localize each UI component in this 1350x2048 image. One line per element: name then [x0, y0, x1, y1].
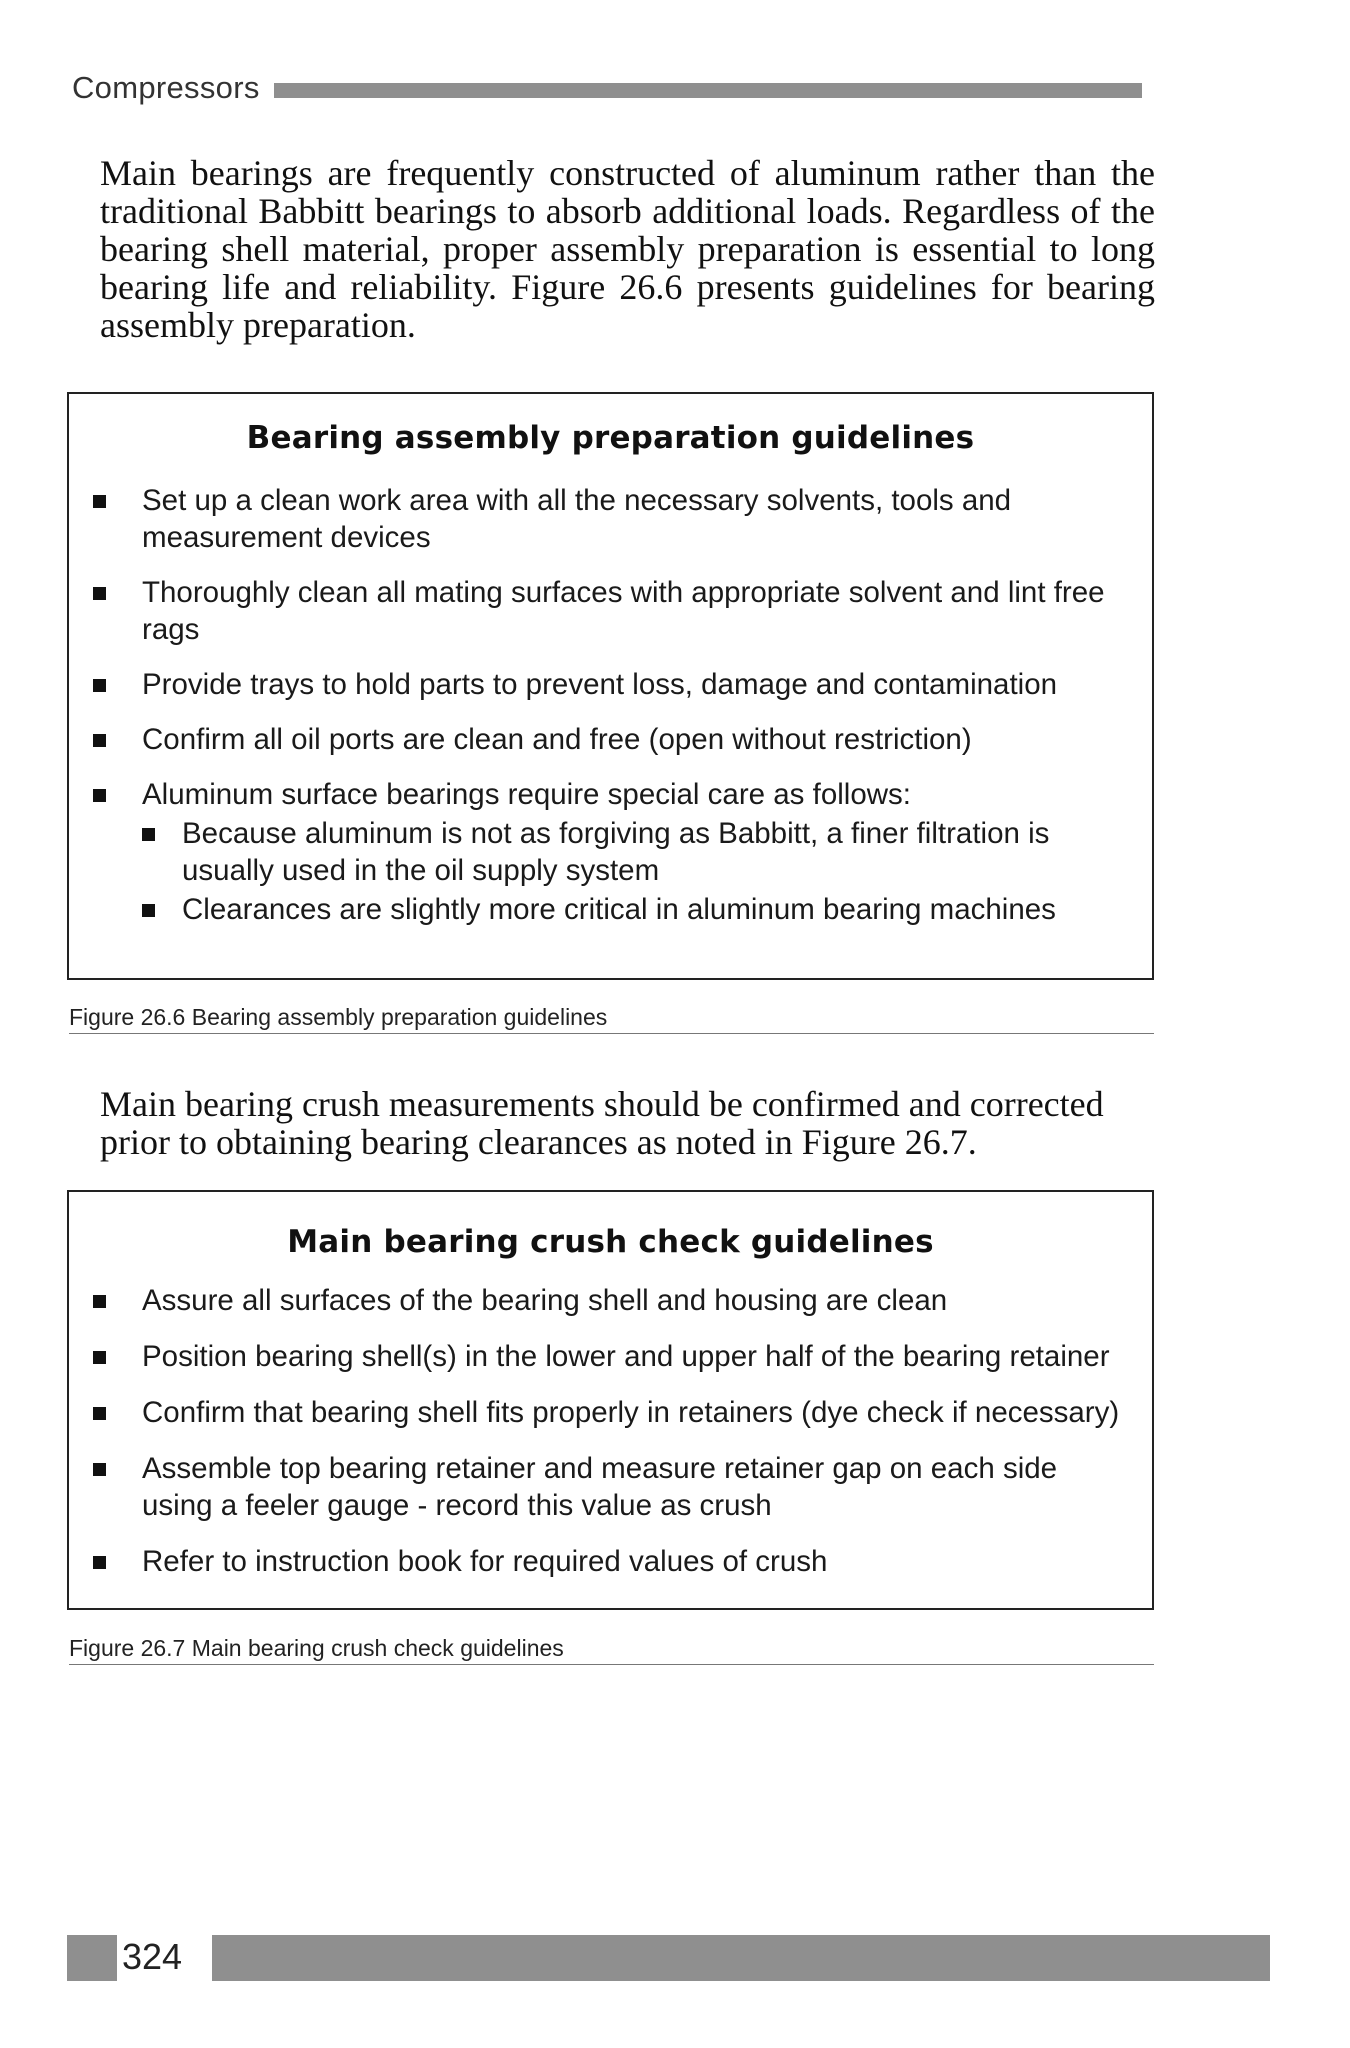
list-item: Confirm that bearing shell fits properly in retainers (dye check if necessary) — [69, 1394, 1152, 1431]
aluminum-sublist — [142, 815, 1128, 928]
list-item: Assure all surfaces of the bearing shell and housing are clean — [69, 1282, 1152, 1319]
list-item: Position bearing shell(s) in the lower and upper half of the bearing retainer — [69, 1338, 1152, 1375]
list-item: Assemble top bearing retainer and measure retainer gap on each side using a feeler gauge - record this value as crush — [69, 1450, 1152, 1524]
square-bullet-icon — [142, 904, 155, 917]
list-item: Set up a clean work area with all the necessary solvents, tools and measurement devices — [69, 482, 1152, 556]
sub-list-item: Clearances are slightly more critical in aluminum bearing machines — [142, 891, 1128, 928]
square-bullet-icon — [93, 1556, 106, 1569]
list-item: Confirm all oil ports are clean and free (open without restriction) — [69, 721, 1152, 758]
footer-left-block — [67, 1935, 117, 1981]
header-rule — [274, 83, 1142, 98]
intro-paragraph: Main bearings are frequently constructed of aluminum rather than the traditional Babbitt bearings to absorb additional loads. Regardless of the bearing shell material, proper assembly preparation is essential to long bearing life and reliability. Figure 26.6 presents guidelines for bearing assembly preparation. — [100, 153, 1155, 345]
figure-26-7-title: Main bearing crush check guidelines — [287, 1224, 934, 1260]
footer-rule — [212, 1935, 1270, 1981]
list-item: Refer to instruction book for required values of crush — [69, 1543, 1152, 1580]
running-header — [72, 70, 1142, 106]
figure-26-6-caption: Figure 26.6 Bearing assembly preparation guidelines — [69, 1004, 1154, 1034]
square-bullet-icon — [93, 587, 106, 600]
square-bullet-icon — [93, 734, 106, 747]
square-bullet-icon — [93, 1407, 106, 1420]
crush-paragraph: Main bearing crush measurements should be confirmed and corrected prior to obtaining bearing clearances as noted in Figure 26.7. — [100, 1084, 1104, 1162]
sub-list-item: Because aluminum is not as forgiving as Babbitt, a finer filtration is usually used in the oil supply system — [142, 815, 1128, 889]
square-bullet-icon — [93, 1351, 106, 1364]
figure-26-7-box — [67, 1190, 1154, 1610]
figure-26-6-title: Bearing assembly preparation guidelines — [246, 420, 975, 456]
figure-26-6-list — [69, 482, 1152, 928]
figure-26-7-list — [69, 1282, 1152, 1580]
list-item: Thoroughly clean all mating surfaces with appropriate solvent and lint free rags — [69, 574, 1152, 648]
square-bullet-icon — [93, 789, 106, 802]
square-bullet-icon — [93, 679, 106, 692]
section-title: Compressors — [72, 70, 260, 105]
square-bullet-icon — [93, 1463, 106, 1476]
list-item: Aluminum surface bearings require special care as follows: Because aluminum is not as forgiving as Babbitt, a finer filtration is usually used in the oil supply system Clearances are slightly more critical in aluminum bearing machines — [69, 776, 1152, 928]
square-bullet-icon — [93, 495, 106, 508]
figure-26-7-caption: Figure 26.7 Main bearing crush check guidelines — [69, 1635, 1154, 1665]
figure-26-6-box — [67, 392, 1154, 980]
square-bullet-icon — [142, 828, 155, 841]
page-number: 324 — [122, 1936, 183, 1977]
square-bullet-icon — [93, 1295, 106, 1308]
list-item: Provide trays to hold parts to prevent loss, damage and contamination — [69, 666, 1152, 703]
